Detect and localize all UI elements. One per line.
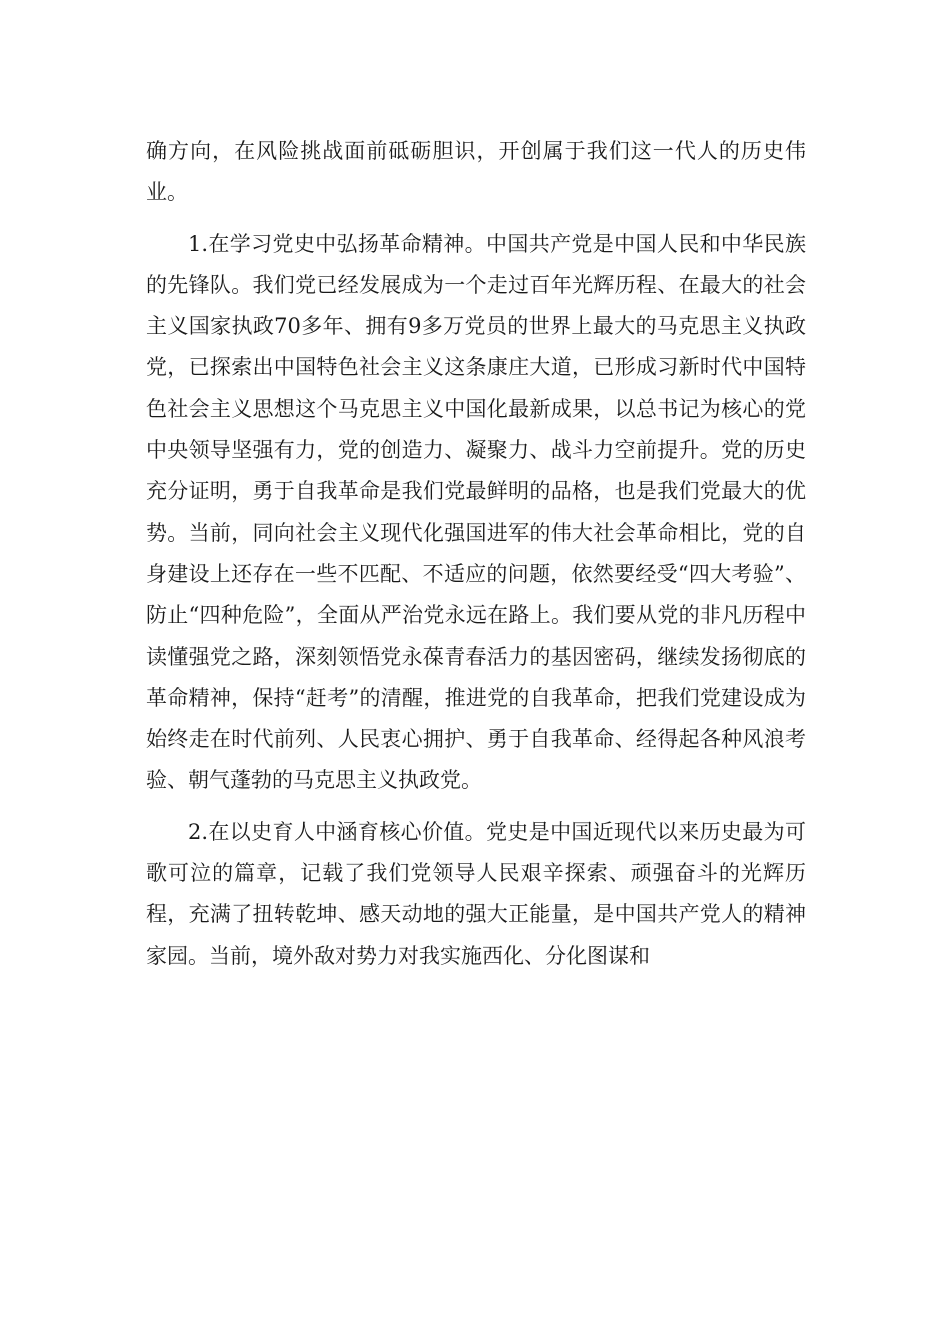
paragraph-section-1: 1.在学习党史中弘扬革命精神。中国共产党是中国人民和中华民族的先锋队。我们党已经发展成为一个走过百年光辉历程、在最大的社会主义国家执政70多年、拥有9多万党员的世界上最大的马克思主义执政党，已探索出中国特色社会主义这条康庄大道，已形成习新时代中国特色社会主义思想这个马克思主义中国化最新成果，以总书记为核心的党中央领导坚强有力，党的创造力、凝聚力、战斗力空前提升。党的历史充分证明，勇于自我革命是我们党最鲜明的品格，也是我们党最大的优势。当前，同向社会主义现代化强国进军的伟大社会革命相比，党的自身建设上还存在一些不匹配、不适应的问题，依然要经受“四大考验”、防止“四种危险”，全面从严治党永远在路上。我们要从党的非凡历程中读懂强党之路，深刻领悟党永葆青春活力的基因密码，继续发扬彻底的革命精神，保持“赶考”的清醒，推进党的自我革命，把我们党建设成为始终走在时代前列、人民衷心拥护、勇于自我革命、经得起各种风浪考验、朝气蓬勃的马克思主义执政党。: [146, 231, 806, 793]
document-page: [146, 131, 806, 987]
paragraph-section-2: 2.在以史育人中涵育核心价值。党史是中国近现代以来历史最为可歌可泣的篇章，记载了我们党领导人民艰辛探索、顽强奋斗的光辉历程，充满了扭转乾坤、感天动地的强大正能量，是中国共产党人的精神家园。当前，境外敌对势力对我实施西化、分化图谋和: [146, 819, 806, 968]
paragraph-continuation: 确方向，在风险挑战面前砥砺胆识，开创属于我们这一代人的历史伟业。: [146, 139, 806, 205]
